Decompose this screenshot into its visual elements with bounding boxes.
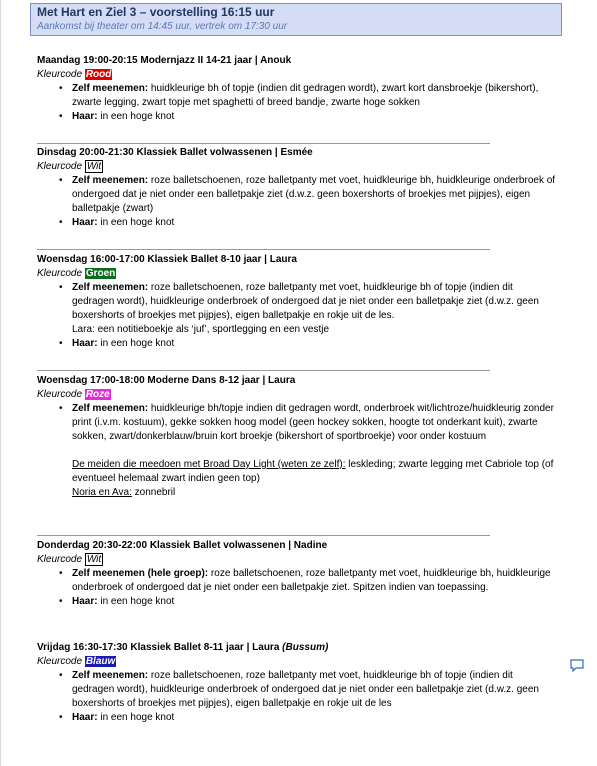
bullet-list [37, 402, 557, 500]
list-item: • Haar: in een hoge knot [59, 712, 175, 723]
section-title: Woensdag 16:00-17:00 Klassiek Ballet 8-10 jaar | Laura [37, 254, 297, 265]
section-title: Vrijdag 16:30-17:30 Klassiek Ballet 8-11 jaar | Laura (Bussum) [37, 642, 329, 653]
list-item: • Haar: in een hoge knot [59, 338, 175, 349]
class-section-vrijdag [37, 641, 557, 725]
bullet-list [37, 174, 557, 230]
list-item: • Haar: in een hoge knot [59, 217, 175, 228]
color-badge: Wit [86, 554, 102, 565]
class-section-donderdag [37, 539, 557, 609]
list-item: • Haar: in een hoge knot [59, 596, 175, 607]
section-title: Donderdag 20:30-22:00 Klassiek Ballet volwassenen | Nadine [37, 540, 328, 551]
color-code-line: Kleurcode Wit [37, 554, 102, 565]
section-title: Maandag 19:00-20:15 Modernjazz II 14-21 jaar | Anouk [37, 55, 292, 66]
color-code-line: Kleurcode Wit [37, 161, 102, 172]
list-item: • Zelf meenemen: huidkleurige bh of topje (indien dit gedragen wordt), zwart kort dansbroekje (bikershort), zwarte legging, zwart topje met spaghetti of breed bandje, zwarte hoge sokken [59, 83, 539, 108]
list-item: • Zelf meenemen (hele groep): roze balletschoenen, roze balletpanty met voet, huidkleurige bh, huidkleurige onderbroek of ondergoed dat je niet onder een balletpakje ziet. Spitzen indien van toepassing. [59, 568, 551, 593]
separator [37, 143, 490, 144]
section-title: Dinsdag 20:00-21:30 Klassiek Ballet volwassenen | Esmée [37, 147, 313, 158]
color-code-line: Kleurcode Rood [37, 69, 112, 80]
color-badge: Blauw [85, 656, 116, 667]
document-title: Met Hart en Ziel 3 – voorstelling 16:15 uur [37, 5, 275, 19]
bullet-list [37, 567, 557, 609]
bullet-list [37, 281, 557, 351]
header-box [30, 3, 562, 36]
class-section-maandag [37, 54, 557, 124]
page-edge [0, 0, 1, 766]
color-badge: Rood [85, 69, 112, 80]
list-item: • Haar: in een hoge knot [59, 111, 175, 122]
list-item: • Zelf meenemen: roze balletschoenen, roze balletpanty met voet, huidkleurige bh of topje (indien dit gedragen wordt), huidkleurige onderbroek of ondergoed dat je niet onder een balletpakje ziet (d.w.z. geen boxershorts of broekjes met pijpjes), eigen balletpakje en rokje uit de les. Lara: een notitieboekje als ‘juf’, sportlegging en een vestje [59, 282, 539, 335]
comment-icon[interactable] [569, 658, 585, 672]
separator [37, 249, 490, 250]
color-badge: Roze [85, 389, 110, 400]
color-code-line: Kleurcode Groen [37, 268, 116, 279]
class-section-woensdag-2 [37, 374, 557, 500]
color-badge: Groen [85, 268, 116, 279]
color-badge: Wit [86, 161, 102, 172]
note-label: De meiden die meedoen met Broad Day Light (weten ze zelf): [72, 459, 346, 470]
bullet-list [37, 82, 557, 124]
list-item: • Zelf meenemen: huidkleurige bh/topje indien dit gedragen wordt, onderbroek wit/lichtroze/huidkleurig zonder print (i.v.m. kostuum), gekke sokken hoog model (geen hockey sokken, hoogte tot onderkant kuit), zwarte sokken, zwart/donkerblauw/bruin kort broekje (bikershort of sportbroekje) voor onder kostuum De meiden die meedoen met Broad Day Light (weten ze zelf): leskleding; zwarte legging met Cabriole top (of eventueel helemaal zwart indien geen top) Noria en Ava: zonnebril [59, 403, 554, 498]
bullet-list [37, 669, 557, 725]
section-title: Woensdag 17:00-18:00 Moderne Dans 8-12 jaar | Laura [37, 375, 296, 386]
class-section-woensdag-1 [37, 253, 557, 351]
note-label: Noria en Ava: [72, 487, 132, 498]
separator [37, 370, 490, 371]
color-code-line: Kleurcode Roze [37, 389, 110, 400]
color-code-line: Kleurcode Blauw [37, 656, 116, 667]
class-section-dinsdag [37, 146, 557, 230]
extra-note: Lara: een notitieboekje als ‘juf’, sportlegging en een vestje [72, 324, 330, 335]
document-subtitle: Aankomst bij theater om 14:45 uur, vertrek om 17:30 uur [37, 21, 288, 32]
list-item: • Zelf meenemen: roze balletschoenen, roze balletpanty met voet, huidkleurige bh of topje (indien dit gedragen wordt), huidkleurige onderbroek of ondergoed dat je niet onder een balletpakje ziet (d.w.z. geen boxershorts of broekjes met pijpjes), eigen balletpakje en rokje uit de les [59, 670, 539, 709]
separator [37, 535, 490, 536]
list-item: • Zelf meenemen: roze balletschoenen, roze balletpanty met voet, huidkleurige bh, huidkleurige onderbroek of ondergoed dat je niet onder een balletpakje ziet (d.w.z. geen boxershorts of broekjes met pijpjes), eigen balletpakje (zwart) [59, 175, 556, 214]
